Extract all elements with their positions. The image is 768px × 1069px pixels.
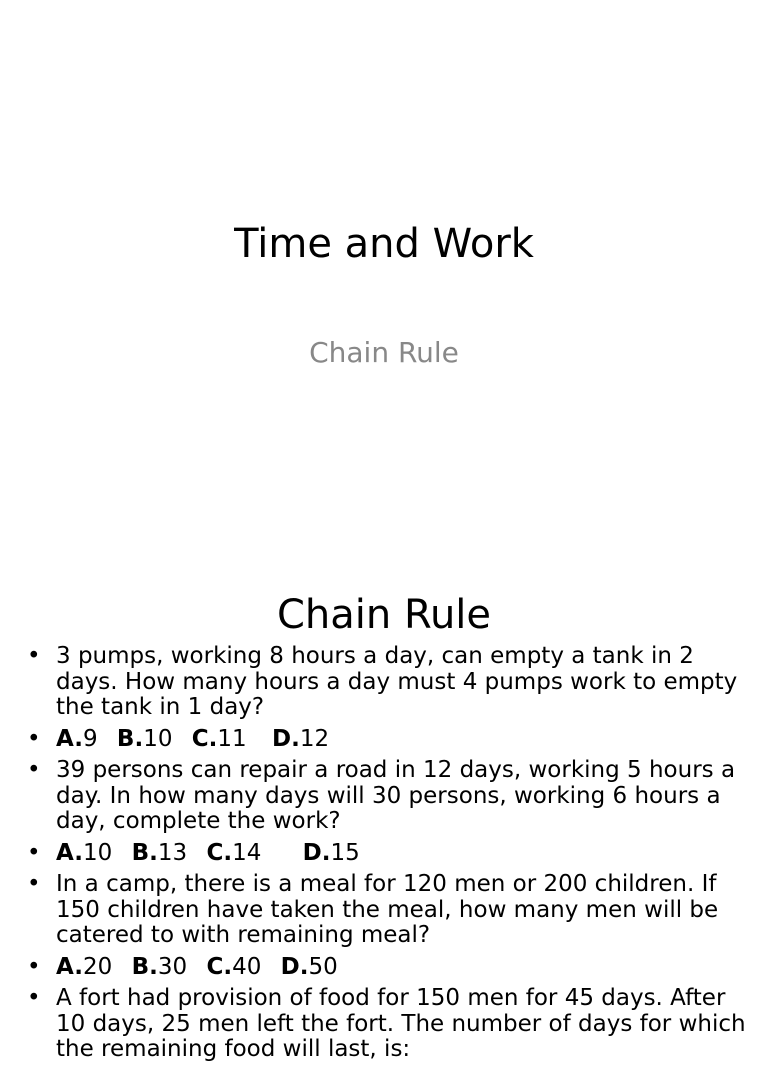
option-d: D.50 xyxy=(280,953,338,980)
option-c: C.11 xyxy=(191,725,247,752)
options-item xyxy=(0,955,768,981)
question-text: 39 persons can repair a road in 12 days, working 5 hours a day. In how many days will 30 persons, working 6 hours a day, complete the work? xyxy=(56,757,736,834)
question-text: 3 pumps, working 8 hours a day, can empty a tank in 2 days. How many hours a day must 4 pumps work to empty the tank in 1 day? xyxy=(56,643,738,720)
option-d: D.15 xyxy=(302,839,360,866)
slide-title: Time and Work xyxy=(234,221,534,267)
bullet-icon: • xyxy=(27,839,41,866)
bullet-icon: • xyxy=(27,757,41,783)
options-item xyxy=(0,841,768,867)
option-c: C.40 xyxy=(206,953,262,980)
bullet-icon: • xyxy=(27,725,41,752)
bullet-icon: • xyxy=(27,871,41,897)
bullet-icon: • xyxy=(27,953,41,980)
option-d: D.12 xyxy=(272,725,330,752)
question-item xyxy=(0,758,768,835)
chain-rule-slide xyxy=(0,576,768,1062)
option-c: C.14 xyxy=(206,839,262,866)
bullet-list xyxy=(0,644,768,1069)
option-a: A.20 xyxy=(56,953,113,980)
slide-title: Chain Rule xyxy=(276,592,492,638)
options-item xyxy=(0,727,768,753)
option-a: A.10 xyxy=(56,839,113,866)
bullet-icon: • xyxy=(27,643,41,669)
option-a: A.9 xyxy=(56,725,98,752)
question-text: A fort had provision of food for 150 men for 45 days. After 10 days, 25 men left the fort. The number of days for which the remaining food will last, is: xyxy=(56,985,746,1062)
question-text: In a camp, there is a meal for 120 men or 200 children. If 150 children have taken the meal, how many men will be catered to with remaining meal? xyxy=(56,871,719,948)
option-b: B.13 xyxy=(131,839,188,866)
option-b: B.10 xyxy=(116,725,173,752)
slide-subtitle: Chain Rule xyxy=(309,336,459,369)
question-item xyxy=(0,644,768,721)
question-item xyxy=(0,872,768,949)
question-item xyxy=(0,986,768,1063)
option-b: B.30 xyxy=(131,953,188,980)
bullet-icon: • xyxy=(27,985,41,1011)
